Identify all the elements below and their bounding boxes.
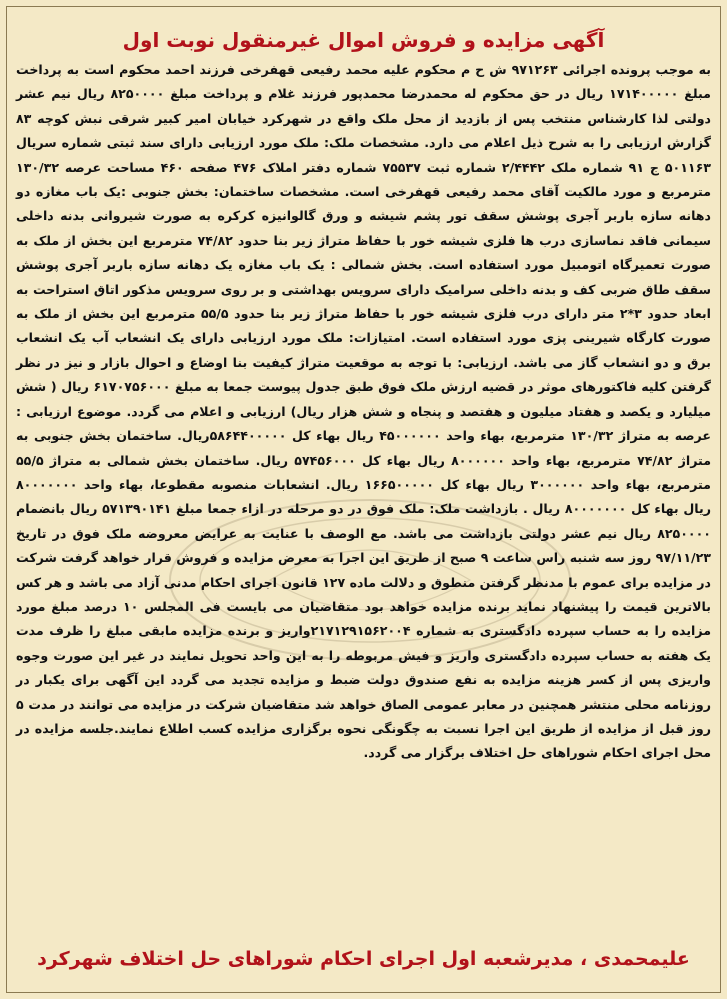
notice-body: به موجب پرونده اجرائی ۹۷۱۲۶۳ ش ح م محکوم علیه محمد رفیعی قهفرخی فرزند احمد محکوم است به پرداخت مبلغ ۱۷۱۴۰۰۰۰۰ ریال در حق محکوم له محمدرضا محمدپور فرزند غلام و پرداخت مبلغ ۸۲۵۰۰۰۰ ریال نیم عشر دولتی لذا کارشناس منتخب پس از بازدید از محل ملک واقع در شهرکرد خیابان امیر کبیر شرقی نبش کوچه ۸۳ گزارش ارزیابی را به شرح ذیل اعلام می دارد. مشخصات ملک: ملک مورد ارزیابی دارای سند ثبتی شماره سریال ۵۰۱۱۶۳ ج ۹۱ شماره ملک ۲/۴۴۴۲ شماره ثبت ۷۵۵۳۷ شماره دفتر املاک ۴۷۶ صفحه ۴۶۰ مساحت عرصه ۱۳۰/۳۲ مترمربع و مورد مالکیت آقای محمد رفیعی قهفرخی است. مشخصات ساختمان: بخش جنوبی :یک باب مغازه دو دهانه سازه باربر آجری پوشش سقف تور پشم شیشه و ورق گالوانیزه کرکره به صورت شیروانی بدنه داخلی سیمانی فاقد نماسازی درب ها فلزی شیشه خور با حفاظ متراژ زیر بنا حدود ۷۴/۸۲ مترمربع این بخش از ملک به صورت تعمیرگاه اتومبیل مورد استفاده است. بخش شمالی : یک باب مغازه یک دهانه سازه باربر آجری پوشش سقف طاق ضربی کف و بدنه داخلی سرامیک دارای سرویس بهداشتی و بر روی سرویس مذکور اتاق استراحت به ابعاد حدود ۳*۲ متر دارای درب فلزی شیشه خور با حفاظ متراژ زیر بنا حدود ۵۵/۵ مترمربع این بخش از ملک به صورت کارگاه شیرینی پزی مورد استفاده است. امتیازات: ملک مورد ارزیابی دارای یک انشعاب آب یک انشعاب برق و دو انشعاب گاز می باشد. ارزیابی: با توجه به موقعیت متراژ کیفیت بنا اوضاع و احوال بازار و نیز در نظر گرفتن کلیه فاکتورهای موثر در قضیه ارزش ملک فوق طبق جدول پیوست جمعا به مبلغ ۶۱۷۰۷۵۶۰۰۰ ریال ( شش میلیارد و یکصد و هفتاد میلیون و هفتصد و پنجاه و شش هزار ریال) ارزیابی و اعلام می گردد. موضوع ارزیابی : عرصه به متراژ ۱۳۰/۳۲ مترمربع، بهاء واحد ۴۵۰۰۰۰۰۰ ریال بهاء کل ۵۸۶۴۴۰۰۰۰۰ریال. ساختمان بخش جنوبی به متراژ ۷۴/۸۲ مترمربع، بهاء واحد ۸۰۰۰۰۰۰ ریال بهاء کل ۵۷۴۵۶۰۰۰ ریال. ساختمان بخش شمالی به متراژ ۵۵/۵ مترمربع، بهاء واحد ۳۰۰۰۰۰۰ ریال بهاء کل ۱۶۶۵۰۰۰۰۰ ریال. انشعابات منصوبه مقطوعا، بهاء واحد ۸۰۰۰۰۰۰۰ ریال بهاء کل ۸۰۰۰۰۰۰۰ ریال . بازداشت ملک: ملک فوق در دو مرحله در ازاء جمعا مبلغ ۵۷۱۳۹۰۱۴۱ ریال بانضمام ۸۲۵۰۰۰۰ ریال نیم عشر دولتی بازداشت می باشد. مع الوصف با عنایت به عرایض معروضه ملک فوق در تاریخ ۹۷/۱۱/۲۳ روز سه شنبه راس ساعت ۹ صبح از طریق این اجرا به معرض مزایده و فروش قرار خواهد گرفت شرکت در مزایده برای عموم با مدنظر گرفتن منطوق و دلالت ماده ۱۲۷ قانون اجرای احکام مدنی آزاد می باشد و هر کس بالاترین قیمت را پیشنهاد نماید برنده مزایده خواهد بود متقاضیان می بایست فی المجلس ۱۰ درصد مبلغ مورد مزایده را به حساب سپرده دادگستری به شماره ۲۱۷۱۲۹۱۵۶۲۰۰۴واریز و برنده مزایده مابقی مبلغ را ظرف مدت یک هفته به حساب سپرده دادگستری واریز و فیش مربوطه را به این واحد تحویل نمایند در غیر این صورت وجوه واریزی پس از کسر هزینه مزایده به نفع صندوق دولت ضبط و مزایده تجدید می گردد این آگهی برای یکبار در روزنامه محلی منتشر همچنین در معابر عمومی الصاق خواهد شد متقاضیان شرکت در مزایده می توانند در مدت ۵ روز قبل از مزایده از طریق این اجرا نسبت به چگونگی نحوه برگزاری مزایده کسب اطلاع نمایند.جلسه مزایده در محل اجرای احکام شوراهای حل اختلاف برگزار می گردد. <box>16 62 712 761</box>
notice-title: آگهی مزایده و فروش اموال غیرمنقول نوبت اول <box>122 28 605 52</box>
signature-line: علیمحمدی ، مدیرشعبه اول اجرای احکام شوراهای حل اختلاف شهرکرد <box>37 948 690 970</box>
